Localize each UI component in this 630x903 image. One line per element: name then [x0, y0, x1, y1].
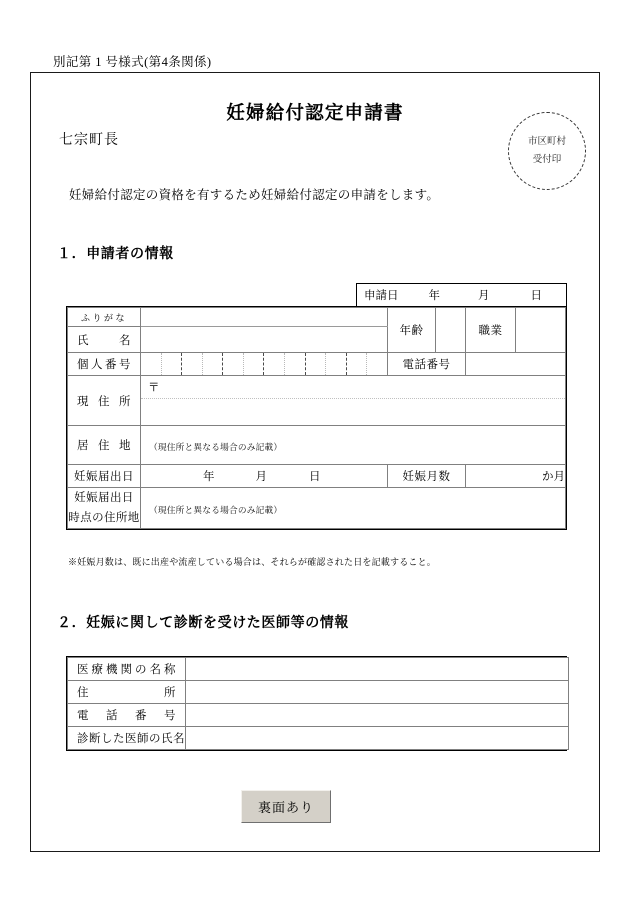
- addressee-label: 七宗町長: [59, 133, 119, 148]
- table-row-report-date: [68, 465, 566, 488]
- mynumber-digit-cell[interactable]: [141, 353, 162, 375]
- pregnancy-months-input[interactable]: [466, 465, 566, 488]
- backside-notice-button[interactable]: 裏面あり: [241, 790, 331, 823]
- mynumber-input-grid[interactable]: [141, 353, 388, 376]
- mynumber-digit-cell[interactable]: [326, 353, 347, 375]
- medical-institution-table: [66, 656, 567, 751]
- table-row-mynumber: [68, 353, 566, 376]
- report-address-label-line2: 時点の住所地: [68, 512, 140, 525]
- application-date-month-unit: 月: [478, 290, 490, 302]
- medical-field-label: [68, 658, 186, 681]
- residence-note: （現住所と異なる場合のみ記載）: [149, 441, 283, 452]
- report-date-day-unit: 日: [309, 471, 321, 483]
- report-date-year-unit: 年: [203, 471, 215, 483]
- medical-field-label: [68, 681, 186, 704]
- medical-field-label-text: 診断した医師の氏名: [77, 733, 185, 745]
- table-row: [68, 727, 569, 750]
- current-address-input[interactable]: [141, 376, 566, 426]
- report-date-month-unit: 月: [255, 471, 267, 483]
- medical-field-input[interactable]: [186, 704, 569, 727]
- application-date-year-unit: 年: [428, 290, 440, 302]
- table-row-current-address: [68, 376, 566, 426]
- page-title: 妊婦給付認定申請書: [226, 103, 404, 124]
- medical-field-input[interactable]: [186, 681, 569, 704]
- medical-field-label: [68, 727, 186, 750]
- name-input[interactable]: [141, 327, 388, 353]
- medical-field-input[interactable]: [186, 658, 569, 681]
- application-statement: 妊婦給付認定の資格を有するため妊婦給付認定の申請をします。: [69, 188, 440, 202]
- mynumber-digit-cell[interactable]: [162, 353, 183, 375]
- report-date-label: 妊娠届出日: [68, 465, 141, 488]
- table-row: [68, 681, 569, 704]
- mynumber-digit-cell[interactable]: [182, 353, 203, 375]
- phone-label: 電話番号: [388, 353, 466, 376]
- residence-input[interactable]: [141, 426, 566, 465]
- page-frame: [30, 72, 600, 852]
- section-heading-applicant: １．申請者の情報: [57, 246, 174, 262]
- residence-label-text: 居 住 地: [77, 440, 131, 452]
- medical-field-input[interactable]: [186, 727, 569, 750]
- section-heading-doctor: ２．妊娠に関して診断を受けた医師等の情報: [57, 615, 349, 631]
- table-row-report-address: [68, 488, 566, 529]
- phone-input[interactable]: [466, 353, 566, 376]
- report-date-input[interactable]: [141, 465, 388, 488]
- medical-field-label-text: 医療機関の名称: [77, 664, 176, 676]
- mynumber-label: [68, 353, 141, 376]
- mynumber-digit-cell[interactable]: [285, 353, 306, 375]
- mynumber-label-text: 個人番号: [77, 359, 131, 371]
- mynumber-digit-cell[interactable]: [223, 353, 244, 375]
- applicant-information-table: [66, 306, 567, 530]
- medical-field-label: [68, 704, 186, 727]
- report-address-note: （現住所と異なる場合のみ記載）: [149, 504, 283, 515]
- table-row-furigana: [68, 308, 566, 327]
- postal-mark-icon: 〒: [148, 382, 160, 394]
- name-label: [68, 327, 141, 353]
- mynumber-digit-cell[interactable]: [367, 353, 387, 375]
- report-address-label-line1: 妊娠届出日: [74, 492, 134, 504]
- age-input[interactable]: [436, 308, 466, 353]
- age-label: 年齢: [388, 308, 436, 353]
- current-address-line[interactable]: [141, 399, 565, 425]
- table-row: [68, 704, 569, 727]
- mynumber-digit-cell[interactable]: [244, 353, 265, 375]
- application-date-box[interactable]: [356, 283, 567, 307]
- table-row-residence: [68, 426, 566, 465]
- report-address-label: [68, 488, 141, 529]
- medical-field-label-text: 電 話 番 号: [77, 710, 176, 722]
- mynumber-digit-cell[interactable]: [347, 353, 368, 375]
- application-date-label: 申請日: [364, 290, 399, 302]
- mynumber-digit-cell[interactable]: [264, 353, 285, 375]
- furigana-input[interactable]: [141, 308, 388, 327]
- current-address-label-text: 現 住 所: [77, 395, 131, 408]
- pregnancy-months-footnote: ※妊娠月数は、既に出産や流産している場合は、それらが確認された日を記載すること。: [68, 557, 437, 567]
- stamp-line-1: 市区町村: [527, 136, 566, 147]
- current-address-label: [68, 376, 141, 426]
- application-date-day-unit: 日: [530, 290, 542, 302]
- stamp-line-2: 受付印: [532, 155, 562, 165]
- pregnancy-months-unit: か月: [542, 471, 566, 483]
- form-code-label: 別記第 1 号様式(第4条関係): [53, 55, 212, 69]
- occupation-label: 職業: [466, 308, 516, 353]
- residence-label: [68, 426, 141, 465]
- mynumber-digit-cell[interactable]: [203, 353, 224, 375]
- municipal-receipt-stamp: [508, 112, 586, 190]
- medical-field-label-text: 住 所: [77, 687, 176, 699]
- table-row: [68, 658, 569, 681]
- furigana-label: ふりがな: [68, 308, 141, 327]
- occupation-input[interactable]: [516, 308, 566, 353]
- mynumber-digit-cell[interactable]: [306, 353, 327, 375]
- pregnancy-months-label: 妊娠月数: [388, 465, 466, 488]
- report-address-input[interactable]: [141, 488, 566, 529]
- name-label-text: 氏 名: [77, 334, 131, 347]
- postal-code-row[interactable]: [141, 376, 565, 399]
